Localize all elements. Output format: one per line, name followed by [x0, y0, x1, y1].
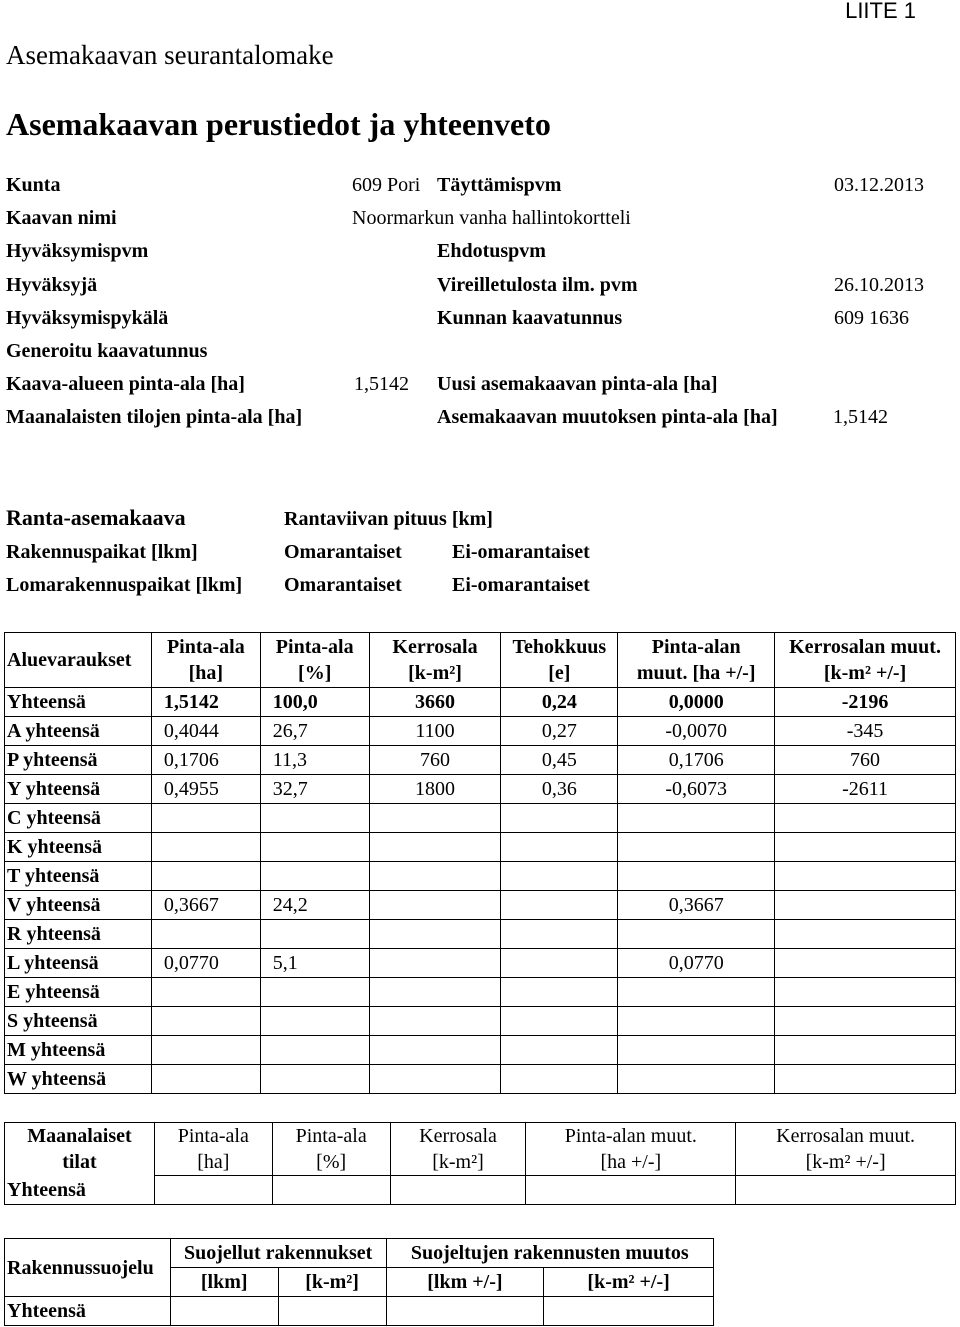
table-cell — [369, 804, 501, 833]
table-cell: 5,1 — [260, 949, 369, 978]
lomarakennuspaikat-label: Lomarakennuspaikat [lkm] — [6, 574, 243, 596]
column-header-line: Pinta-alan — [651, 636, 741, 658]
table-row — [5, 1036, 956, 1065]
table-cell — [618, 833, 775, 862]
table-row — [5, 920, 956, 949]
table-cell — [775, 1065, 956, 1094]
table-cell: 3660 — [369, 688, 501, 717]
row-label: C yhteensä — [5, 804, 152, 833]
column-header-line: [%] — [298, 662, 332, 684]
table-cell — [151, 920, 260, 949]
table-cell — [369, 1065, 501, 1094]
table-row — [5, 804, 956, 833]
table-cell — [618, 978, 775, 1007]
table-cell: 100,0 — [260, 688, 369, 717]
column-header-line: Tehokkuus — [512, 636, 607, 658]
row-label: Yhteensä — [5, 1176, 155, 1205]
table-cell — [775, 833, 956, 862]
kaavan-nimi-label: Kaavan nimi — [6, 207, 117, 229]
table-cell — [151, 804, 260, 833]
maanalaisten-label: Maanalaisten tilojen pinta-ala [ha] — [6, 406, 303, 428]
table-cell — [501, 862, 618, 891]
table-cell — [260, 804, 369, 833]
table-cell — [775, 949, 956, 978]
row-label: R yhteensä — [5, 920, 152, 949]
table-cell — [151, 1065, 260, 1094]
omarantaiset-label: Omarantaiset — [284, 574, 402, 596]
eiomarantaiset-label: Ei-omarantaiset — [452, 574, 590, 596]
table-cell — [260, 920, 369, 949]
table-cell — [260, 862, 369, 891]
table-cell — [369, 862, 501, 891]
column-header — [154, 1123, 272, 1176]
table-cell: 0,3667 — [618, 891, 775, 920]
row-label: V yhteensä — [5, 891, 152, 920]
column-header — [736, 1123, 956, 1176]
rakennuspaikat-label: Rakennuspaikat [lkm] — [6, 541, 198, 563]
row-label: T yhteensä — [5, 862, 152, 891]
table-cell: 0,3667 — [151, 891, 260, 920]
table-cell — [618, 1007, 775, 1036]
section-title: Asemakaavan perustiedot ja yhteenveto — [6, 106, 551, 142]
column-header: [k-m²] — [278, 1268, 386, 1297]
column-header-line: muut. [ha +/-] — [636, 662, 756, 684]
column-header: [lkm] — [170, 1268, 278, 1297]
table-cell: 32,7 — [260, 775, 369, 804]
table-cell — [501, 920, 618, 949]
table-cell — [390, 1176, 526, 1205]
column-header-line: Maanalaiset — [27, 1125, 132, 1148]
kaava-alue-label: Kaava-alueen pinta-ala [ha] — [6, 373, 245, 395]
column-header-line: Kerrosalan muut. — [776, 1125, 916, 1147]
table-cell — [775, 862, 956, 891]
table-cell — [501, 978, 618, 1007]
table-cell — [618, 1065, 775, 1094]
table-row — [5, 833, 956, 862]
table-cell — [526, 1176, 736, 1205]
column-header-line: Kerrosala — [419, 1125, 497, 1147]
row-label: Y yhteensä — [5, 775, 152, 804]
table-cell — [775, 804, 956, 833]
column-header: Rakennussuojelu — [5, 1239, 171, 1297]
table-row — [5, 775, 956, 804]
column-header-line: Pinta-ala — [166, 636, 245, 658]
kaavan-nimi-value: Noormarkun vanha hallintokortteli — [352, 207, 631, 229]
column-header-line: Pinta-alan muut. — [564, 1125, 697, 1147]
column-header-line: Pinta-ala — [295, 1125, 367, 1147]
muutoksen-pinta-ala-value: 1,5142 — [833, 406, 888, 428]
table-cell — [501, 1007, 618, 1036]
column-header-line: Pinta-ala — [275, 636, 354, 658]
column-group-header: Suojellut rakennukset — [170, 1239, 386, 1268]
table-body — [5, 688, 956, 1094]
table-cell: 0,24 — [501, 688, 618, 717]
row-label: S yhteensä — [5, 1007, 152, 1036]
table-cell — [501, 1036, 618, 1065]
table-cell — [151, 1007, 260, 1036]
kunta-label: Kunta — [6, 174, 61, 196]
table-cell — [260, 1007, 369, 1036]
vireilletulo-value: 26.10.2013 — [834, 274, 924, 296]
eiomarantaiset-label: Ei-omarantaiset — [452, 541, 590, 563]
ehdotuspvm-label: Ehdotuspvm — [437, 240, 546, 262]
column-header — [151, 633, 260, 688]
table-cell — [151, 833, 260, 862]
table-cell — [618, 804, 775, 833]
column-header-line: [ha +/-] — [600, 1151, 662, 1173]
column-header-line: tilat — [62, 1151, 97, 1174]
table-cell: 1100 — [369, 717, 501, 746]
table-cell: 0,27 — [501, 717, 618, 746]
kunnan-kaavatunnus-value: 609 1636 — [834, 307, 909, 329]
table-row — [5, 1297, 714, 1326]
table-cell — [369, 1036, 501, 1065]
row-label: A yhteensä — [5, 717, 152, 746]
row-label: Yhteensä — [5, 688, 152, 717]
column-header-line: [k-m² +/-] — [823, 662, 907, 684]
rantaviiva-label: Rantaviivan pituus [km] — [284, 508, 493, 530]
column-header-line: Kerrosalan muut. — [789, 636, 941, 658]
table-row — [5, 717, 956, 746]
column-header-line: Pinta-ala — [177, 1125, 249, 1147]
table-cell: 0,36 — [501, 775, 618, 804]
column-header — [369, 633, 501, 688]
table-cell — [501, 891, 618, 920]
table-cell — [775, 920, 956, 949]
table-cell — [775, 891, 956, 920]
tayttamispvm-label: Täyttämispvm — [437, 174, 562, 196]
table-header-row — [5, 1123, 956, 1176]
table-cell: 0,45 — [501, 746, 618, 775]
column-header-line: [k-m²] — [432, 1151, 484, 1173]
table-cell: 0,1706 — [618, 746, 775, 775]
table-cell: 0,1706 — [151, 746, 260, 775]
table-cell: -345 — [775, 717, 956, 746]
maanalaiset-table — [4, 1122, 956, 1205]
table-cell: 26,7 — [260, 717, 369, 746]
table-cell: 760 — [369, 746, 501, 775]
table-cell: -0,0070 — [618, 717, 775, 746]
table-row — [5, 688, 956, 717]
table-row — [5, 1176, 956, 1205]
form-title: Asemakaavan seurantalomake — [6, 40, 334, 70]
column-header — [775, 633, 956, 688]
table-cell — [369, 1007, 501, 1036]
column-header — [390, 1123, 526, 1176]
ranta-title: Ranta-asemakaava — [6, 505, 186, 530]
column-header — [526, 1123, 736, 1176]
table-cell: -2611 — [775, 775, 956, 804]
table-row — [5, 1065, 956, 1094]
table-cell — [501, 833, 618, 862]
table-cell — [775, 978, 956, 1007]
hyvaksymispvm-label: Hyväksymispvm — [6, 240, 149, 262]
uusi-pinta-ala-label: Uusi asemakaavan pinta-ala [ha] — [437, 373, 718, 395]
table-cell: 0,0000 — [618, 688, 775, 717]
column-header — [618, 633, 775, 688]
row-label: M yhteensä — [5, 1036, 152, 1065]
table-cell: 0,4044 — [151, 717, 260, 746]
table-row — [5, 862, 956, 891]
rakennussuojelu-table — [4, 1238, 714, 1326]
table-header-row — [5, 1239, 714, 1268]
table-cell — [618, 862, 775, 891]
column-header: [k-m² +/-] — [544, 1268, 714, 1297]
table-row — [5, 949, 956, 978]
row-label: K yhteensä — [5, 833, 152, 862]
table-cell — [151, 978, 260, 1007]
column-header — [272, 1123, 390, 1176]
table-cell — [369, 920, 501, 949]
column-header: Aluevaraukset — [5, 633, 152, 688]
table-cell — [170, 1297, 278, 1326]
column-header-line: [e] — [548, 662, 571, 684]
table-cell — [369, 891, 501, 920]
column-header-line: [ha] — [197, 1151, 230, 1173]
column-header — [5, 1123, 155, 1176]
table-cell — [501, 804, 618, 833]
kaava-alue-value: 1,5142 — [354, 373, 409, 395]
table-cell — [369, 978, 501, 1007]
vireilletulo-label: Vireilletulosta ilm. pvm — [437, 274, 638, 296]
table-cell — [260, 1036, 369, 1065]
row-label: W yhteensä — [5, 1065, 152, 1094]
row-label: P yhteensä — [5, 746, 152, 775]
table-cell: 760 — [775, 746, 956, 775]
column-header-line: Kerrosala — [392, 636, 478, 658]
table-cell — [775, 1007, 956, 1036]
column-group-header: Suojeltujen rakennusten muutos — [386, 1239, 713, 1268]
hyvaksyja-label: Hyväksyjä — [6, 274, 98, 296]
table-cell — [260, 833, 369, 862]
column-header: [lkm +/-] — [386, 1268, 544, 1297]
hyvaksymispykala-label: Hyväksymispykälä — [6, 307, 169, 329]
table-cell — [278, 1297, 386, 1326]
table-cell: 11,3 — [260, 746, 369, 775]
table-cell: 0,0770 — [618, 949, 775, 978]
table-cell — [501, 949, 618, 978]
table-cell — [369, 833, 501, 862]
tayttamispvm-value: 03.12.2013 — [834, 174, 924, 196]
table-cell: 24,2 — [260, 891, 369, 920]
table-row — [5, 746, 956, 775]
appendix-label: LIITE 1 — [845, 0, 916, 23]
table-header-row — [5, 633, 956, 688]
table-cell — [151, 862, 260, 891]
row-label: L yhteensä — [5, 949, 152, 978]
table-row — [5, 978, 956, 1007]
table-row — [5, 1007, 956, 1036]
table-cell — [618, 1036, 775, 1065]
kunta-value: 609 Pori — [352, 174, 421, 196]
column-header — [501, 633, 618, 688]
table-cell — [618, 920, 775, 949]
table-cell — [369, 949, 501, 978]
kunnan-kaavatunnus-label: Kunnan kaavatunnus — [437, 307, 623, 329]
column-header-line: [k-m²] — [408, 662, 462, 684]
row-label: E yhteensä — [5, 978, 152, 1007]
table-cell — [260, 978, 369, 1007]
aluevaraukset-table — [4, 632, 956, 1094]
table-cell — [386, 1297, 544, 1326]
table-cell — [151, 1036, 260, 1065]
muutoksen-pinta-ala-label: Asemakaavan muutoksen pinta-ala [ha] — [437, 406, 778, 428]
column-header-line: [k-m² +/-] — [805, 1151, 886, 1173]
table-cell — [501, 1065, 618, 1094]
table-cell: 0,0770 — [151, 949, 260, 978]
table-cell — [260, 1065, 369, 1094]
table-cell: 1,5142 — [151, 688, 260, 717]
table-cell: -2196 — [775, 688, 956, 717]
omarantaiset-label: Omarantaiset — [284, 541, 402, 563]
generoitu-kaavatunnus-label: Generoitu kaavatunnus — [6, 340, 208, 362]
table-cell — [272, 1176, 390, 1205]
column-header-line: [%] — [316, 1151, 347, 1173]
table-cell — [544, 1297, 714, 1326]
table-cell: -0,6073 — [618, 775, 775, 804]
column-header-line: [ha] — [188, 662, 224, 684]
table-row — [5, 891, 956, 920]
column-header — [260, 633, 369, 688]
table-cell — [154, 1176, 272, 1205]
table-cell: 1800 — [369, 775, 501, 804]
table-cell — [775, 1036, 956, 1065]
table-cell: 0,4955 — [151, 775, 260, 804]
row-label: Yhteensä — [5, 1297, 171, 1326]
table-cell — [736, 1176, 956, 1205]
